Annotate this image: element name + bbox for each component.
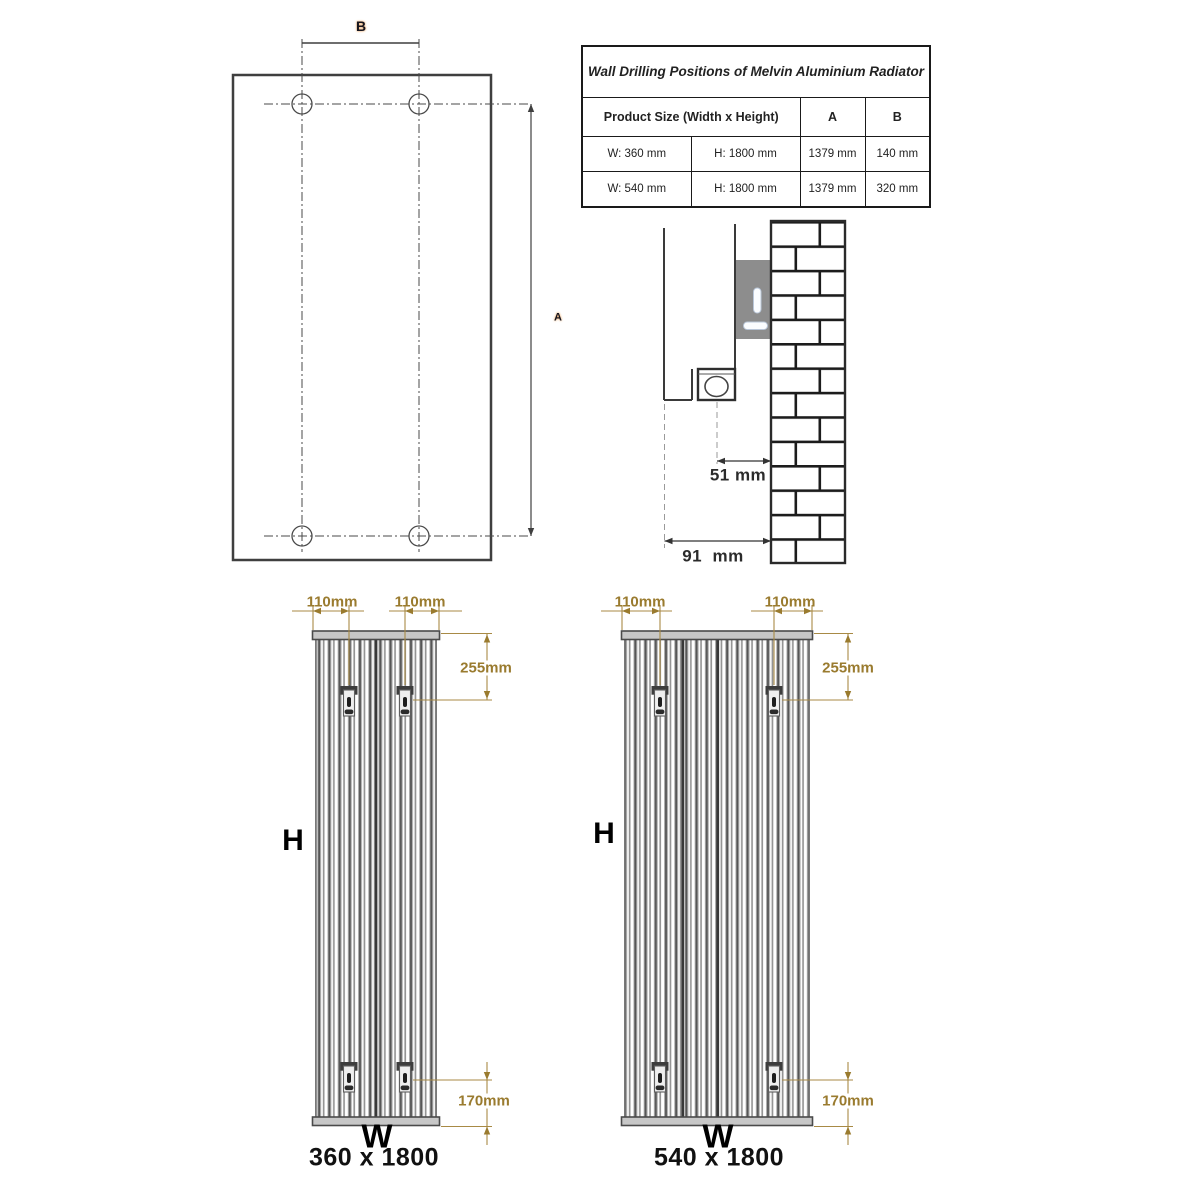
r540-dim-255: 255mm (822, 659, 874, 677)
mounting-bracket (341, 1062, 358, 1092)
r360-dim-110-right: 110mm (394, 593, 446, 611)
mounting-bracket (766, 1062, 783, 1092)
mounting-bracket (341, 686, 358, 716)
top-header-bar (622, 631, 813, 640)
radiator-front-540 (601, 605, 853, 1145)
dim-a-label: A (554, 311, 562, 324)
cell-b: 320 mm (865, 172, 930, 208)
drilling-position-diagram (233, 39, 534, 560)
r360-dim-170: 170mm (458, 1092, 510, 1110)
table-title: Wall Drilling Positions of Melvin Aluminium Radiator (582, 46, 930, 98)
mounting-bracket (652, 1062, 669, 1092)
cell-b: 140 mm (865, 137, 930, 172)
table-title-row (582, 46, 930, 98)
dim-91mm-label: 91 mm (682, 546, 744, 566)
col-a: A (800, 98, 865, 137)
r360-width-label: W (361, 1117, 393, 1155)
r540-height-label: H (593, 817, 615, 850)
table-row (582, 137, 930, 172)
bracket-vertical-slot (754, 288, 762, 313)
r540-dim-110-left: 110mm (614, 593, 666, 611)
cell-width: W: 360 mm (582, 137, 691, 172)
dim-51mm-label: 51 mm (709, 465, 767, 485)
r360-size-label: 360 x 1800 (308, 1143, 440, 1172)
mounting-bracket (766, 686, 783, 716)
bracket-horizontal-slot (744, 322, 768, 330)
r540-width-label: W (702, 1117, 734, 1155)
radiator-front-360 (292, 605, 492, 1145)
mounting-bracket (652, 686, 669, 716)
col-product-size: Product Size (Width x Height) (582, 98, 800, 137)
mounting-bracket (397, 1062, 414, 1092)
cell-width: W: 540 mm (582, 172, 691, 208)
table-header-row (582, 98, 930, 137)
dim-b-label: B (355, 18, 367, 34)
top-header-bar (313, 631, 440, 640)
side-view-diagram (664, 221, 845, 566)
r540-dim-170: 170mm (822, 1092, 874, 1110)
r540-size-label: 540 x 1800 (653, 1143, 785, 1172)
col-b: B (865, 98, 930, 137)
cell-height: H: 1800 mm (691, 137, 800, 172)
radiator-outline (233, 75, 491, 560)
r360-height-label: H (282, 824, 304, 857)
drilling-positions-table (581, 45, 931, 208)
mounting-bracket (397, 686, 414, 716)
cell-a: 1379 mm (800, 137, 865, 172)
cell-a: 1379 mm (800, 172, 865, 208)
r540-dim-110-right: 110mm (764, 593, 816, 611)
r360-dim-255: 255mm (460, 659, 512, 677)
r360-dim-110-left: 110mm (306, 593, 358, 611)
brick-wall (771, 221, 845, 563)
cell-height: H: 1800 mm (691, 172, 800, 208)
table-row (582, 172, 930, 208)
